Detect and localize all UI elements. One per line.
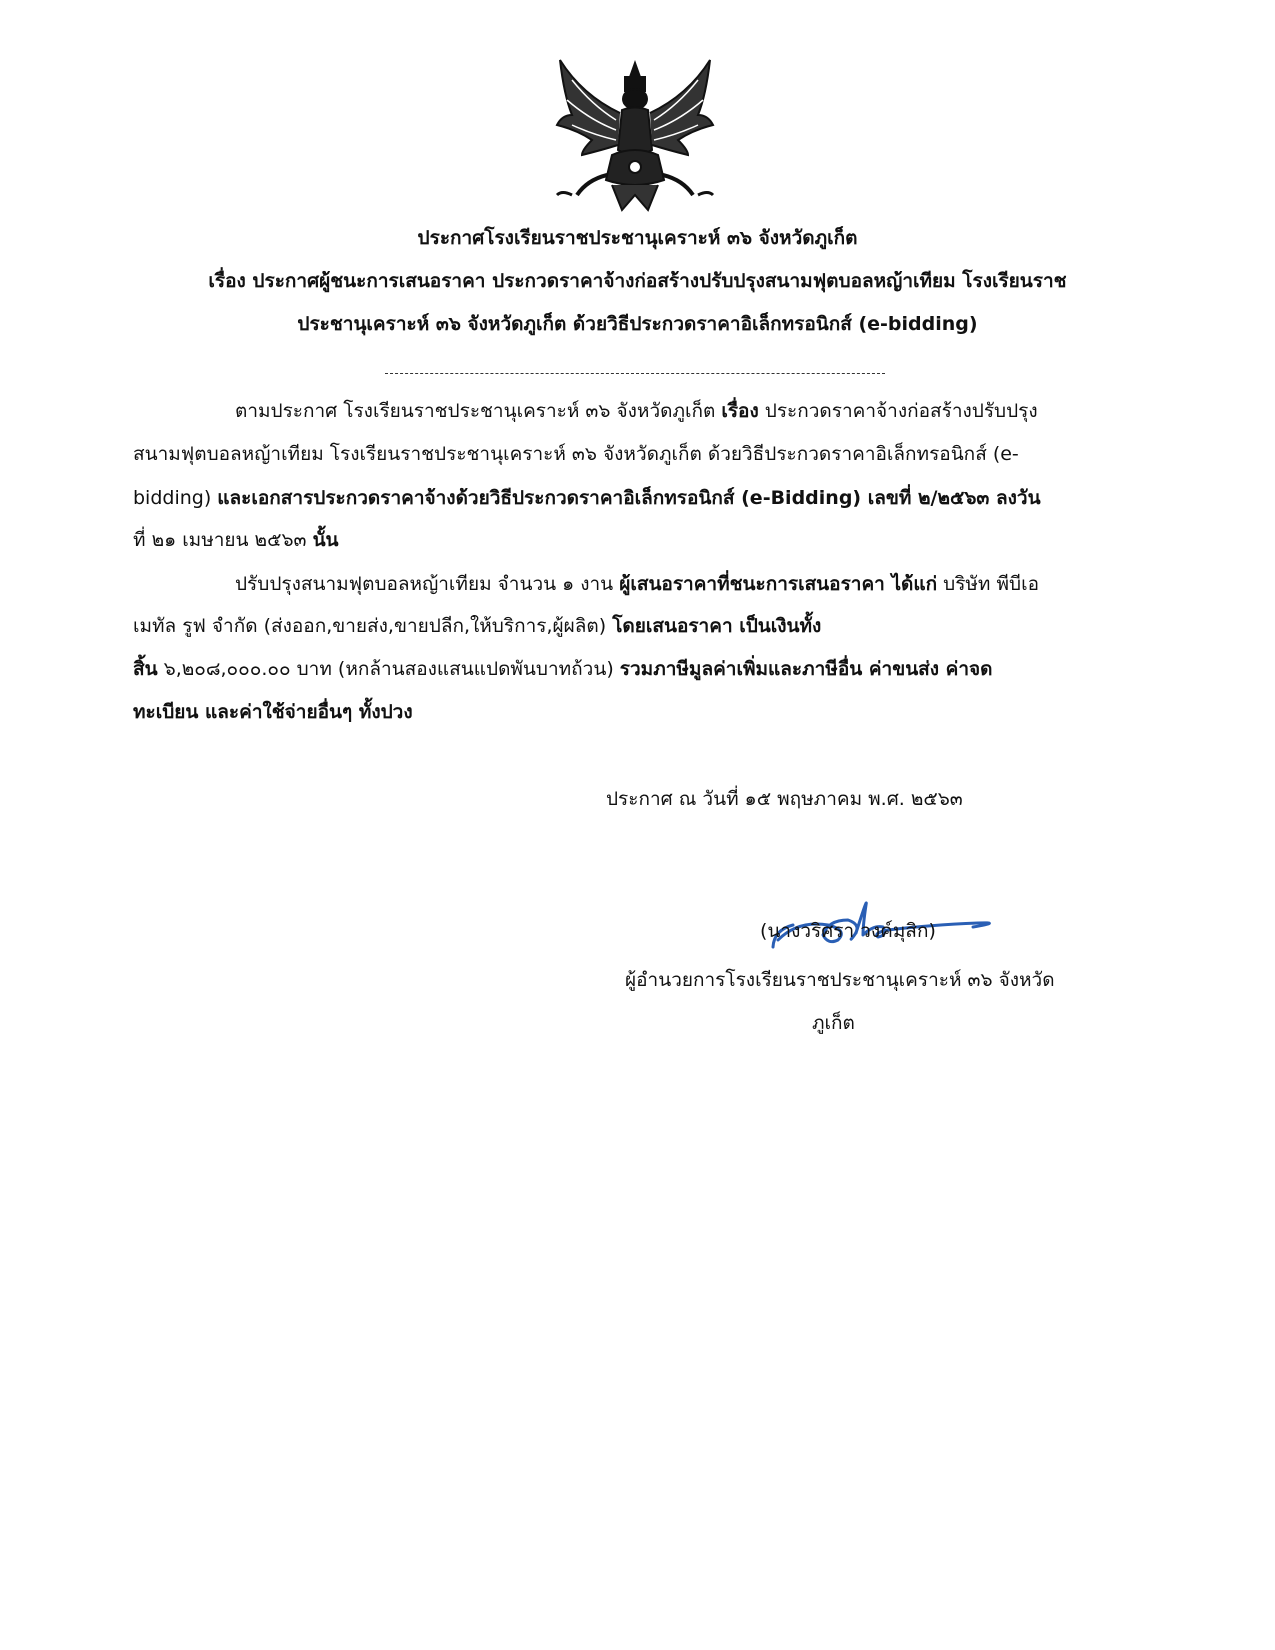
- paragraph-2-line-1: ปรับปรุงสนามฟุตบอลหญ้าเทียม จำนวน ๑ งาน ผู้เสนอราคาที่ชนะการเสนอราคา ได้แก่ บริษัท พีบีเอ: [235, 573, 1039, 595]
- paragraph-1-line-2: สนามฟุตบอลหญ้าเทียม โรงเรียนราชประชานุเคราะห์ ๓๖ จังหวัดภูเก็ต ด้วยวิธีประกวดราคาอิเล็กทรอนิกส์ (e-: [133, 443, 1019, 465]
- subject-line-2: ประชานุเคราะห์ ๓๖ จังหวัดภูเก็ต ด้วยวิธีประกวดราคาอิเล็กทรอนิกส์ (e-bidding): [297, 313, 978, 335]
- title-divider: [385, 373, 885, 374]
- subject-line-1: เรื่อง ประกาศผู้ชนะการเสนอราคา ประกวดราคาจ้างก่อสร้างปรับปรุงสนามฟุตบอลหญ้าเทียม โรงเรียนราช: [208, 270, 1067, 292]
- signer-title-line-1: ผู้อำนวยการโรงเรียนราชประชานุเคราะห์ ๓๖ จังหวัด: [625, 969, 1055, 991]
- paragraph-2-line-4: ทะเบียน และค่าใช้จ่ายอื่นๆ ทั้งปวง: [133, 701, 413, 723]
- paragraph-1-line-3: bidding) และเอกสารประกวดราคาจ้างด้วยวิธีประกวดราคาอิเล็กทรอนิกส์ (e-Bidding) เลขที่ ๒/๒๕๖๓ ลงวัน: [133, 487, 1041, 509]
- paragraph-1-line-4: ที่ ๒๑ เมษายน ๒๕๖๓ นั้น: [133, 529, 339, 551]
- announcement-title: ประกาศโรงเรียนราชประชานุเคราะห์ ๓๖ จังหวัดภูเก็ต: [417, 227, 858, 249]
- announcement-date: ประกาศ ณ วันที่ ๑๕ พฤษภาคม พ.ศ. ๒๕๖๓: [606, 788, 963, 810]
- signer-title-line-2: ภูเก็ต: [812, 1012, 855, 1034]
- paragraph-2-line-2: เมทัล รูฟ จำกัด (ส่งออก,ขายส่ง,ขายปลีก,ให้บริการ,ผู้ผลิต) โดยเสนอราคา เป็นเงินทั้ง: [133, 615, 822, 637]
- paragraph-2-line-3: สิ้น ๖,๒๐๘,๐๐๐.๐๐ บาท (หกล้านสองแสนแปดพันบาทถ้วน) รวมภาษีมูลค่าเพิ่มและภาษีอื่น ค่าขนส่ง ค่าจด: [133, 658, 993, 680]
- signer-name: (นางวริศรา วงค์มุสิก): [760, 920, 936, 942]
- garuda-emblem-icon: [552, 55, 718, 215]
- paragraph-1-line-1: ตามประกาศ โรงเรียนราชประชานุเคราะห์ ๓๖ จังหวัดภูเก็ต เรื่อง ประกวดราคาจ้างก่อสร้างปรับปรุง: [235, 400, 1038, 422]
